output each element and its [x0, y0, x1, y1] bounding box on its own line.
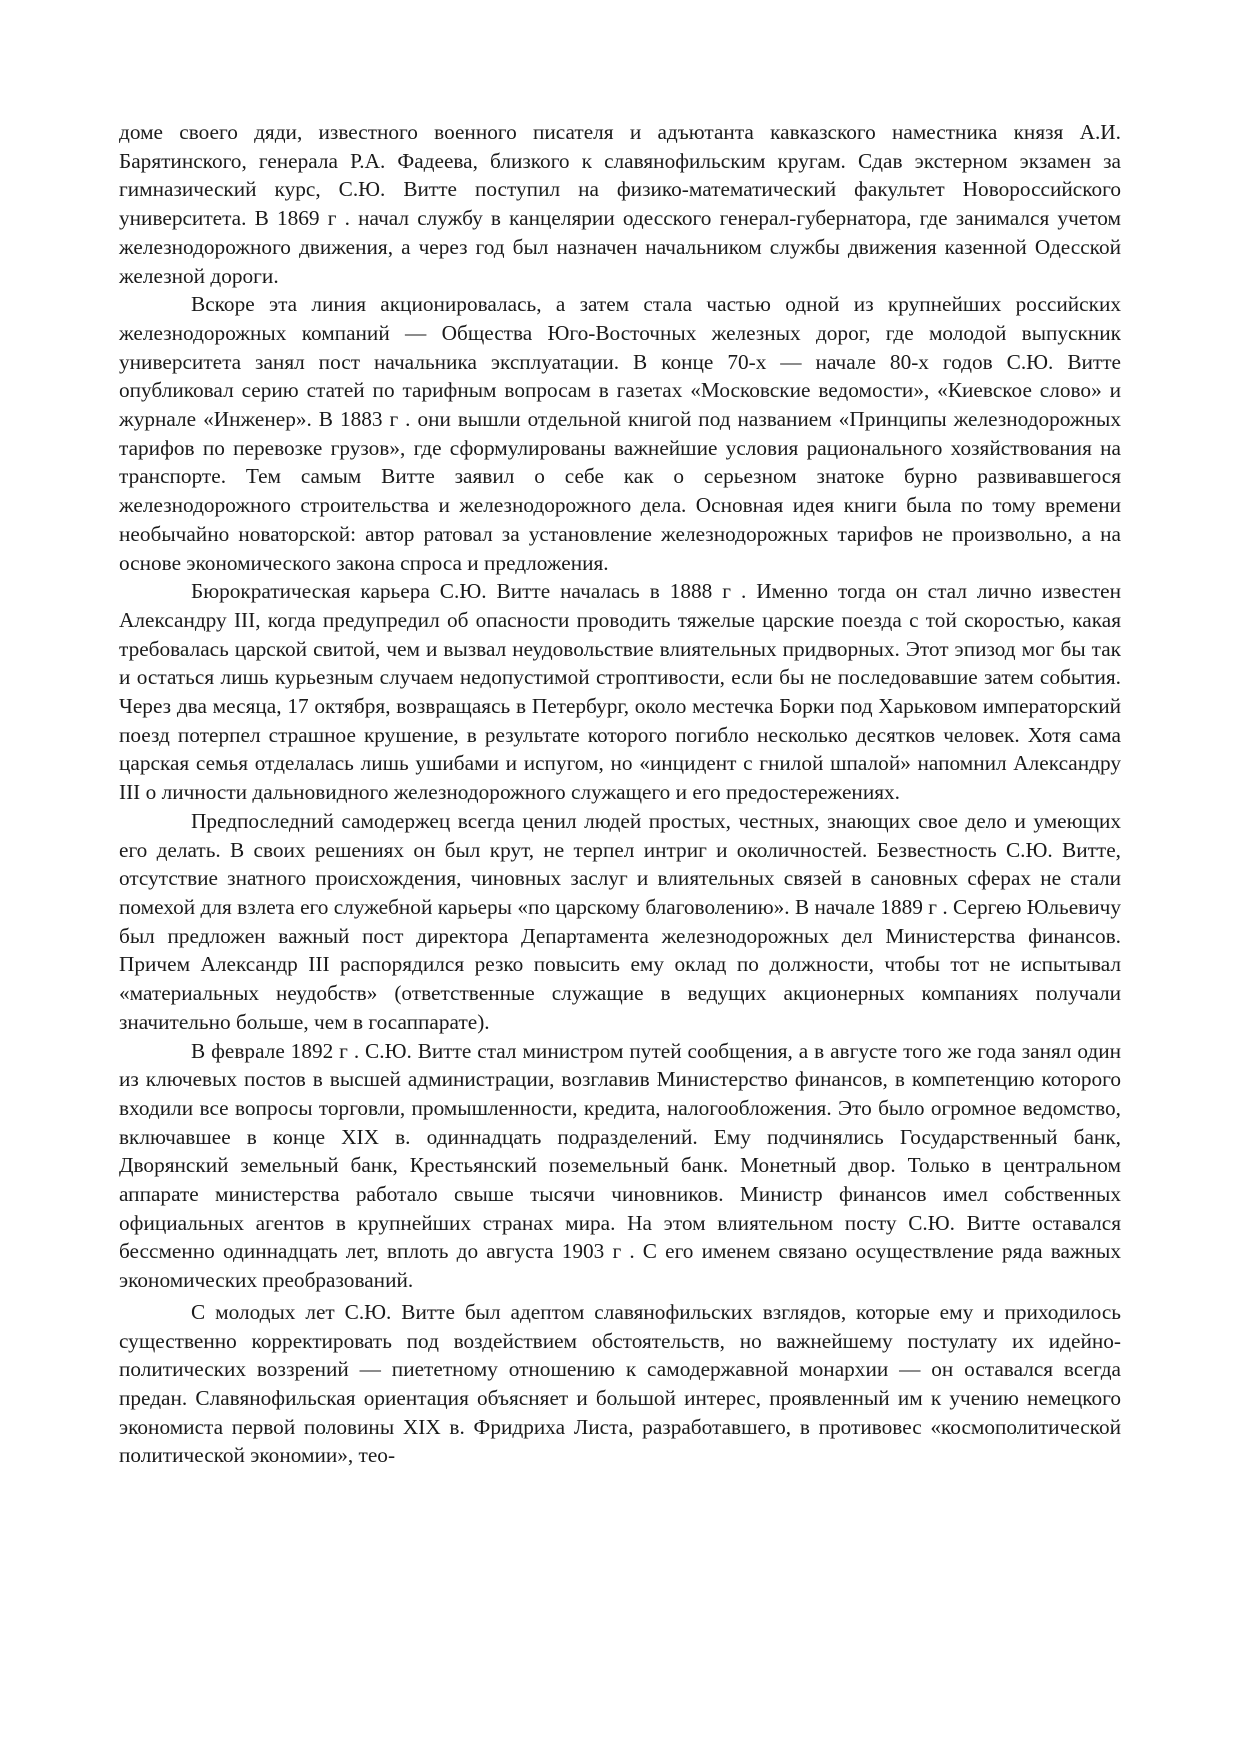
paragraph-5: В феврале 1892 г . С.Ю. Витте стал министром путей сообщения, а в августе того же года занял один из ключевых постов в высшей администрации, возглавив Министерство финансов, в компетенцию которого входили все вопросы торговли, промышленности, кредита, налогообложения. Это было огромное ведомство, включавшее в конце XIX в. одиннадцать подразделений. Ему подчинялись Государственный банк, Дворянский земельный банк, Крестьянский поземельный банк. Монетный двор. Только в центральном аппарате министерства работало свыше тысячи чиновников. Министр финансов имел собственных официальных агентов в крупнейших странах мира. На этом влиятельном посту С.Ю. Витте оставался бессменно одиннадцать лет, вплоть до августа 1903 г . С его именем связано осуществление ряда важных экономических преобразований. — [119, 1038, 1121, 1293]
paragraph-1: доме своего дяди, известного военного писателя и адъютанта кавказского наместника князя А.И. Барятинского, генерала Р.А. Фадеева, близкого к славянофильским кругам. Сдав экстерном экзамен за гимназический курс, С.Ю. Витте поступил на физико-математический факультет Новороссийского университета. В 1869 г . начал службу в канцелярии одесского генерал-губернатора, где занимался учетом железнодорожного движения, а через год был назначен начальником службы движения казенной Одесской железной дороги. — [119, 120, 1121, 288]
paragraph-6: С молодых лет С.Ю. Витте был адептом славянофильских взглядов, которые ему и приходилось существенно корректировать под воздействием обстоятельств, но важнейшему постулату их идейно-политических воззрений — пиететному отношению к самодержавной монархии — он оставался всегда предан. Славянофильская ориентация объясняет и большой интерес, проявленный им к учению немецкого экономиста первой половины XIX в. Фридриха Листа, разработавшего, в противовес «космополитической политической экономии», тео- — [119, 1299, 1121, 1468]
paragraph-2: Вскоре эта линия акционировалась, а затем стала частью одной из крупнейших российских железнодорожных компаний — Общества Юго-Восточных железных дорог, где молодой выпускник университета занял пост начальника эксплуатации. В конце 70-х — начале 80-х годов С.Ю. Витте опубликовал серию статей по тарифным вопросам в газетах «Московские ведомости», «Киевское слово» и журнале «Инженер». В 1883 г . они вышли отдельной книгой под названием «Принципы железнодорожных тарифов по перевозке грузов», где сформулированы важнейшие условия рационального хозяйствования на транспорте. Тем самым Витте заявил о себе как о серьезном знатоке бурно развивавшегося железнодорожного строительства и железнодорожного дела. Основная идея книги была по тому времени необычайно новаторской: автор ратовал за установление железнодорожных тарифов не произвольно, а на основе экономического закона спроса и предложения. — [119, 292, 1121, 575]
document-page — [119, 118, 1121, 1470]
paragraph-4: Предпоследний самодержец всегда ценил людей простых, честных, знающих свое дело и умеющих его делать. В своих решениях он был крут, не терпел интриг и околичностей. Безвестность С.Ю. Витте, отсутствие знатного происхождения, чиновных заслуг и влиятельных связей в сановных сферах не стали помехой для взлета его служебной карьеры «по царскому благоволению». В начале 1889 г . Сергею Юльевичу был предложен важный пост директора Департамента железнодорожных дел Министерства финансов. Причем Александр III распорядился резко повысить ему оклад по должности, чтобы тот не испытывал «материальных неудобств» (ответственные служащие в ведущих акционерных компаниях получали значительно больше, чем в госаппарате). — [119, 808, 1121, 1034]
paragraph-3: Бюрократическая карьера С.Ю. Витте началась в 1888 г . Именно тогда он стал лично известен Александру III, когда предупредил об опасности проводить тяжелые царские поезда с той скоростью, какая требовалась царской свитой, чем и вызвал неудовольствие влиятельных придворных. Этот эпизод мог бы так и остаться лишь курьезным случаем недопустимой строптивости, если бы не последовавшие затем события. Через два месяца, 17 октября, возвращаясь в Петербург, около местечка Борки под Харьковом императорский поезд потерпел страшное крушение, в результате которого погибло несколько десятков человек. Хотя сама царская семья отделалась лишь ушибами и испугом, но «инцидент с гнилой шпалой» напомнил Александру III о личности дальновидного железнодорожного служащего и его предостережениях. — [119, 579, 1121, 805]
